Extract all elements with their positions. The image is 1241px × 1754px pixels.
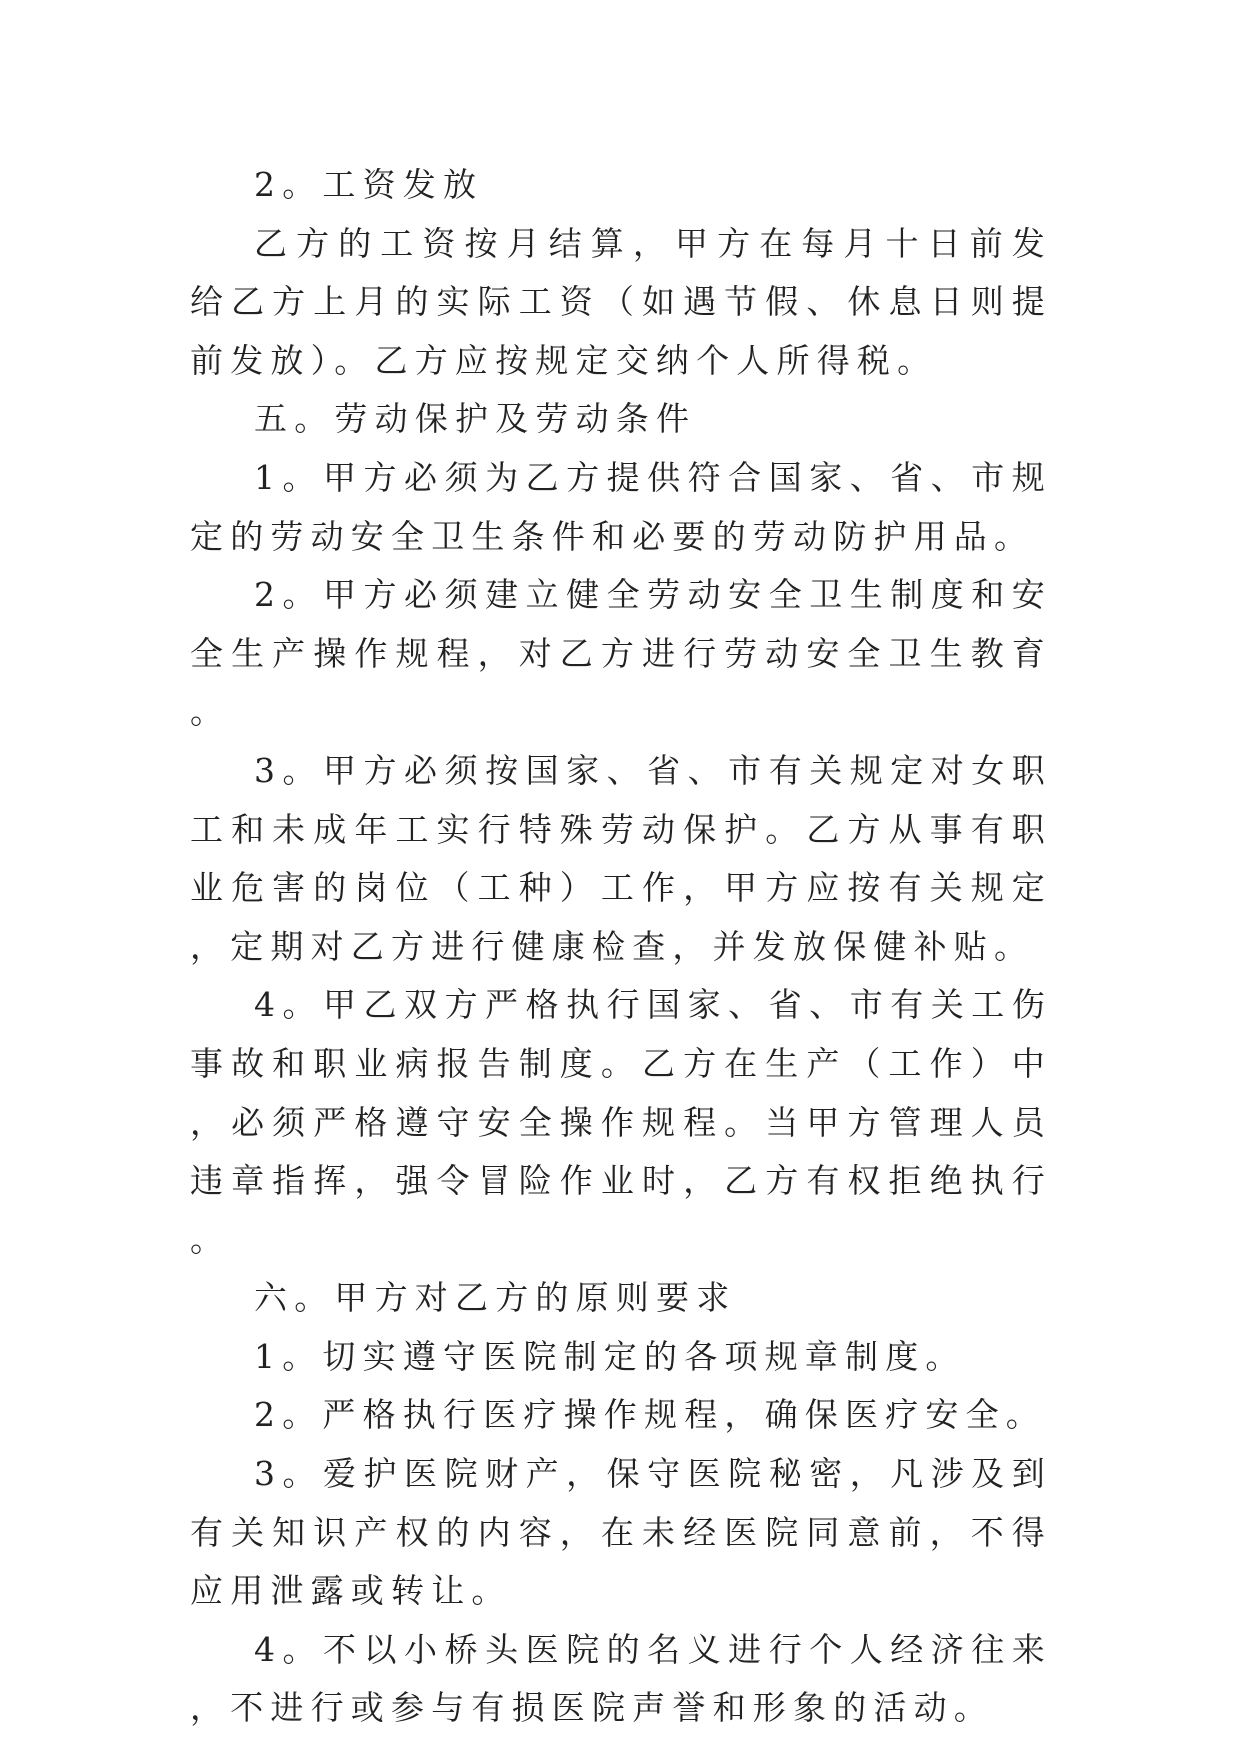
paragraph-requirement-item-4: 4。不以小桥头医院的名义进行个人经济往来，不进行或参与有损医院声誉和形象的活动。 — [190, 1629, 1052, 1728]
document-body — [190, 156, 1052, 1738]
paragraph-requirement-item-2: 2。严格执行医疗操作规程，确保医疗安全。 — [254, 1395, 1046, 1435]
paragraph-protection-item-2: 2。甲方必须建立健全劳动安全卫生制度和安全生产操作规程，对乙方进行劳动安全卫生教育。 — [190, 575, 1052, 732]
paragraph-protection-item-3: 3。甲方必须按国家、省、市有关规定对女职工和未成年工实行特殊劳动保护。乙方从事有职业危害的岗位（工种）工作，甲方应按有关规定，定期对乙方进行健康检查，并发放保健补贴。 — [190, 750, 1052, 966]
section-heading-principle-requirements: 六。甲方对乙方的原则要求 — [254, 1278, 737, 1318]
section-heading-wage-payment: 2。工资发放 — [254, 165, 484, 204]
section-heading-labor-protection: 五。劳动保护及劳动条件 — [254, 399, 697, 439]
paragraph-protection-item-4: 4。甲乙双方严格执行国家、省、市有关工伤事故和职业病报告制度。乙方在生产（工作）中，必须严格遵守安全操作规程。当甲方管理人员违章指挥，强令冒险作业时，乙方有权拒绝执行。 — [190, 985, 1052, 1259]
paragraph-protection-item-1: 1。甲方必须为乙方提供符合国家、省、市规定的劳动安全卫生条件和必要的劳动防护用品。 — [190, 457, 1052, 556]
paragraph-requirement-item-1: 1。切实遵守医院制定的各项规章制度。 — [254, 1336, 966, 1376]
paragraph-wage-settlement: 乙方的工资按月结算，甲方在每月十日前发给乙方上月的实际工资（如遇节假、休息日则提前发放）。乙方应按规定交纳个人所得税。 — [190, 223, 1052, 380]
paragraph-requirement-item-3: 3。爱护医院财产，保守医院秘密，凡涉及到有关知识产权的内容，在未经医院同意前，不得应用泄露或转让。 — [190, 1454, 1052, 1611]
